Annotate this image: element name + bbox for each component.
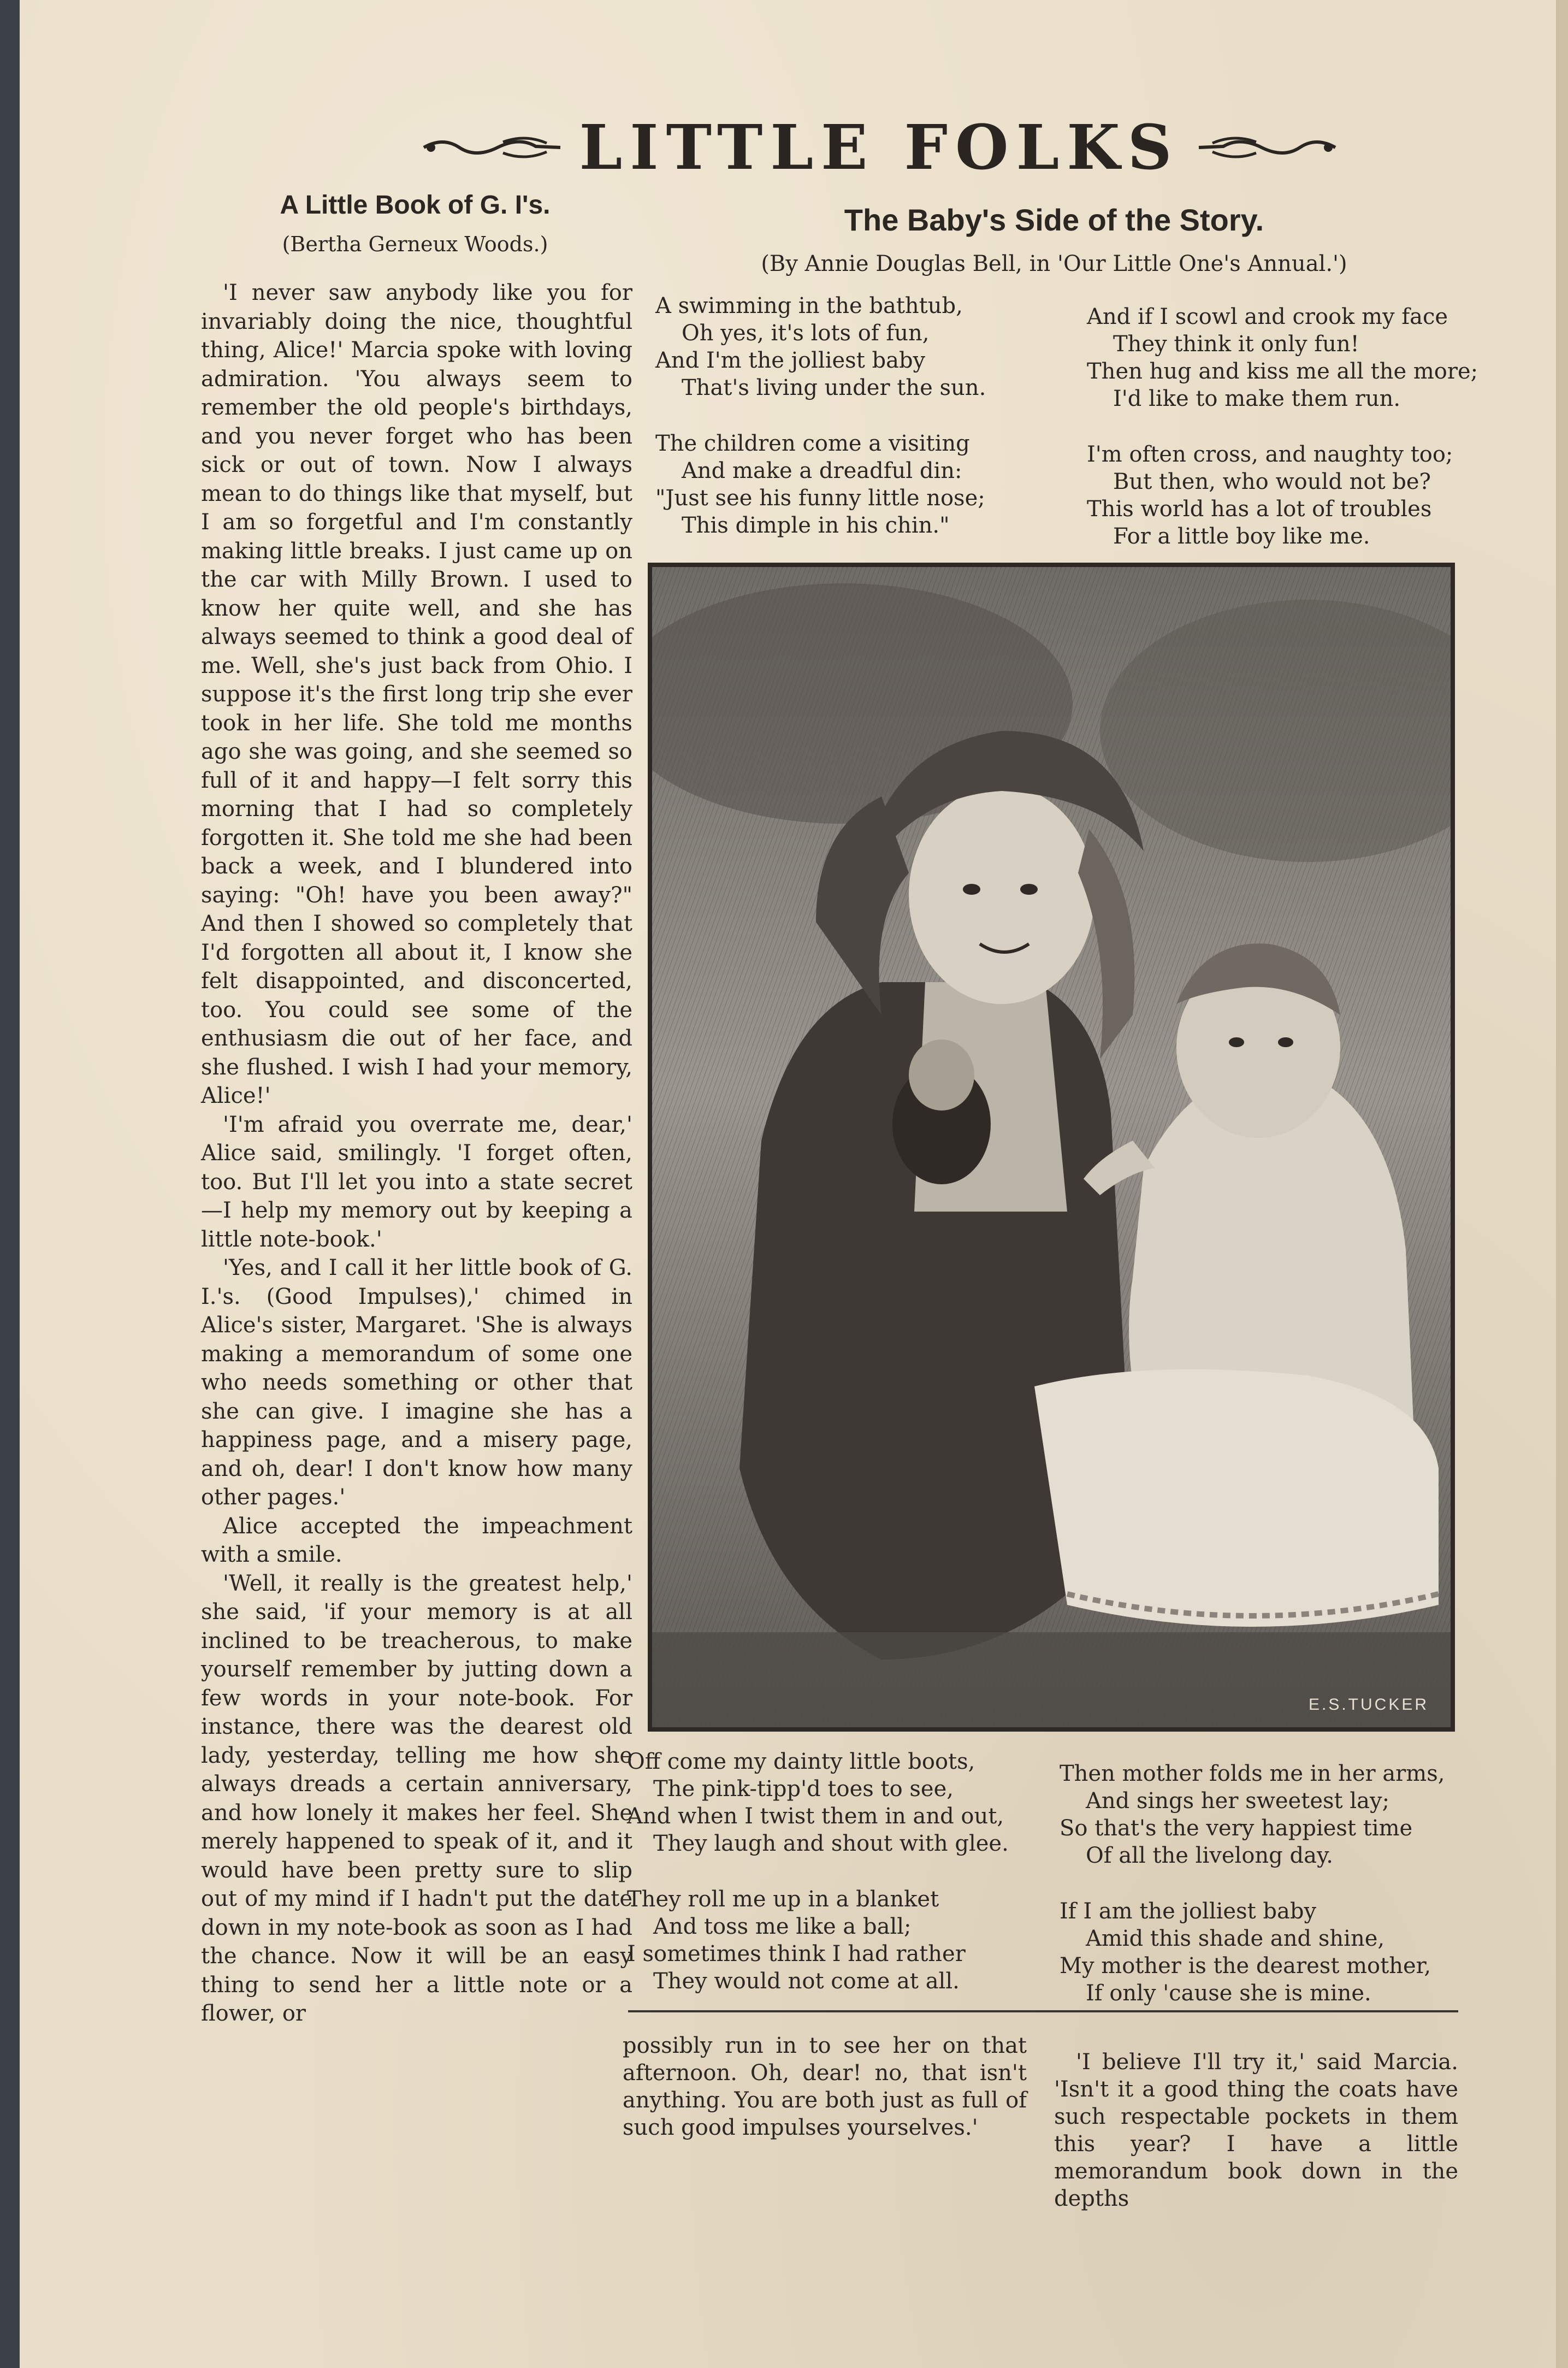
poem-line: Oh yes, it's lots of fun, — [682, 321, 930, 346]
poem-line: And I'm the jolliest baby — [655, 348, 926, 373]
poem-verses-bottom-right — [1060, 1760, 1475, 2035]
poem-line: If only 'cause she is mine. — [1086, 1981, 1371, 2006]
poem-line: So that's the very happiest time — [1060, 1816, 1413, 1841]
poem-line: Then hug and kiss me all the more; — [1087, 359, 1478, 384]
poem-line: I sometimes think I had rather — [627, 1941, 966, 1967]
poem-line: And when I twist them in and out, — [627, 1804, 1004, 1829]
poem-line: Then mother folds me in her arms, — [1060, 1761, 1445, 1786]
poem-stanza — [1060, 1898, 1475, 2007]
poem-line: This world has a lot of troubles — [1087, 497, 1432, 522]
poem-line: And sings her sweetest lay; — [1086, 1788, 1390, 1814]
poem-line: If I am the jolliest baby — [1060, 1899, 1317, 1924]
poem-verses-top-right — [1087, 303, 1480, 578]
story-paragraph: Alice accepted the impeachment with a smile. — [201, 1513, 632, 1567]
poem-line: They think it only fun! — [1113, 332, 1359, 357]
story-continuation-middle — [623, 2032, 1027, 2141]
poem-line: A swimming in the bathtub, — [655, 293, 963, 318]
poem-stanza — [655, 292, 1049, 401]
engraving-illustration — [648, 563, 1455, 1732]
poem-line: For a little boy like me. — [1113, 524, 1370, 549]
engraver-signature: E.S.TUCKER — [1308, 1696, 1429, 1714]
poem-verses-bottom-left — [627, 1748, 1042, 2023]
page-right-edge — [1556, 0, 1568, 2368]
story-paragraph: possibly run in to see her on that afternoon. Oh, dear! no, that isn't anything. You are both just as full of such good impulses yourselves.' — [623, 2033, 1027, 2140]
poem-line: The children come a visiting — [655, 431, 970, 456]
story-paragraph: 'Well, it really is the greatest help,' she said, 'if your memory is at all inclined to be treacherous, to make yourself remember by jutting down a few words in your note-book. For instance, there was the dearest old lady, yesterday, telling me how she always dreads a certain anniversary, and how lonely it makes her feel. She merely happened to speak of it, and it would have been pretty sure to slip out of my mind if I hadn't put the date down in my note-book as soon as I had the chance. Now it will be an easy thing to send her a little note or a flower, or — [201, 1570, 632, 2026]
girl-and-baby-engraving — [652, 567, 1451, 1727]
poem-stanza — [627, 1886, 1042, 1995]
poem-line: I'm often cross, and naughty too; — [1087, 442, 1453, 467]
poem-line: And if I scowl and crook my face — [1087, 304, 1448, 329]
poem-line: My mother is the dearest mother, — [1060, 1953, 1431, 1979]
poem-verses-top-left — [655, 292, 1049, 568]
right-flourish-icon — [1196, 131, 1338, 164]
poem-line: And toss me like a ball; — [653, 1914, 912, 1939]
story-paragraph: 'Yes, and I call it her little book of G. I.'s. (Good Impulses),' chimed in Alice's sister, Margaret. 'She is always making a memorandum of some one who needs something or other that she can give. I imagine she has a happiness page, and a misery page, and oh, dear! I don't know how many other pages.' — [201, 1255, 632, 1510]
story-paragraph: 'I'm afraid you overrate me, dear,' Alice said, smilingly. 'I forget often, too. But I'll let you into a state secret—I help my memory out by keeping a little note-book.' — [201, 1112, 632, 1252]
page-binding-edge — [0, 0, 20, 2368]
poem-title: The Baby's Side of the Story. — [844, 203, 1264, 237]
poem-stanza — [1087, 441, 1480, 550]
story-column-left — [201, 279, 632, 2028]
poem-stanza — [1060, 1760, 1475, 1869]
poem-line: Off come my dainty little boots, — [627, 1749, 975, 1774]
story-paragraph: 'I believe I'll try it,' said Marcia. 'Isn't it a good thing the coats have such respectable pockets in them this year? I have a little memorandum book down in the depths — [1054, 2050, 1458, 2211]
poem-line: This dimple in his chin." — [682, 513, 950, 538]
poem-line: Amid this shade and shine, — [1086, 1926, 1385, 1951]
story-byline-little-book: (Bertha Gerneux Woods.) — [282, 232, 548, 256]
poem-line: And make a dreadful din: — [682, 458, 962, 483]
poem-byline: (By Annie Douglas Bell, in 'Our Little One's Annual.') — [761, 251, 1347, 276]
poem-line: I'd like to make them run. — [1113, 386, 1401, 411]
poem-line: They laugh and shout with glee. — [653, 1831, 1009, 1856]
poem-line: They roll me up in a blanket — [627, 1887, 939, 1912]
poem-stanza — [655, 430, 1049, 539]
story-title-little-book: A Little Book of G. I's. — [280, 191, 551, 220]
section-divider-rule — [628, 2010, 1458, 2012]
masthead-title: LITTLE FOLKS — [579, 111, 1180, 184]
poem-line: The pink-tipp'd toes to see, — [653, 1776, 954, 1802]
left-flourish-icon — [421, 131, 563, 164]
poem-line: But then, who would not be? — [1113, 469, 1431, 494]
story-continuation-right — [1054, 2048, 1458, 2212]
poem-line: Of all the livelong day. — [1086, 1843, 1333, 1868]
poem-line: That's living under the sun. — [682, 375, 986, 400]
story-paragraph: 'I never saw anybody like you for invariably doing the nice, thoughtful thing, Alice!' Marcia spoke with loving admiration. 'You always seem to remember the old people's birthdays, and you never forget who has been sick or out of town. Now I always mean to do things like that myself, but I am so forgetful and I'm constantly making little breaks. I just came up on the car with Milly Brown. I used to know her quite well, and she has always seemed to think a good deal of me. Well, she's just back from Ohio. I suppose it's the first long trip she ever took in her life. She told me months ago she was going, and she seemed so full of it and happy—I felt sorry this morning that I had so completely forgotten it. She told me she had been back a week, and I blundered into saying: "Oh! have you been away?" And then I showed so completely that I'd forgotten all about it, I know she felt disappointed, and disconcerted, too. You could see some of the enthusiasm die out of her face, and she flushed. I wish I had your memory, Alice!' — [201, 280, 632, 1108]
poem-line: "Just see his funny little nose; — [655, 486, 985, 511]
poem-stanza — [1087, 303, 1480, 412]
poem-stanza — [627, 1748, 1042, 1857]
masthead — [415, 109, 1344, 186]
poem-line: They would not come at all. — [653, 1969, 960, 1994]
